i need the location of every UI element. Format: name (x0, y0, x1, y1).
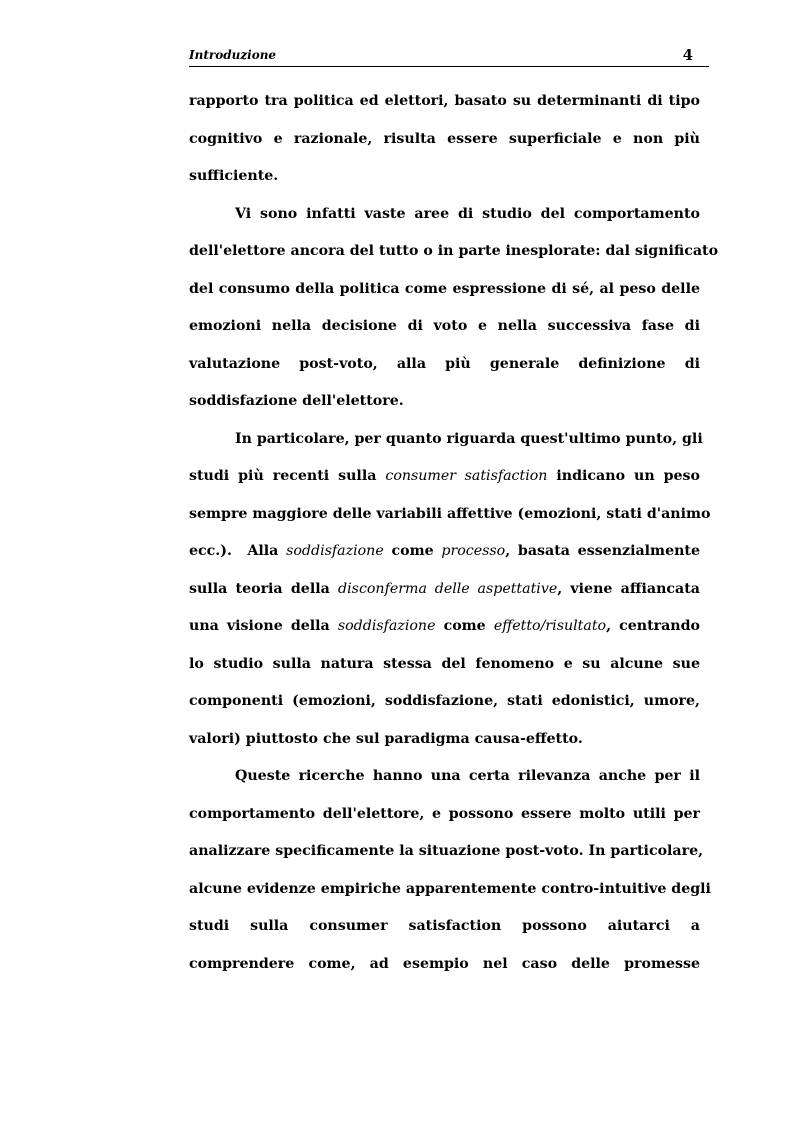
text-line: sulla teoria della disconferma delle aspettative, viene affiancata (189, 580, 700, 597)
text-line: sempre maggiore delle variabili affettive (emozioni, stati d'animo (189, 505, 711, 522)
text-line: sufficiente. (189, 168, 279, 184)
text-line: valori) piuttosto che sul paradigma causa-effetto. (189, 730, 583, 747)
chapter-title: Introduzione (189, 48, 277, 62)
running-header (189, 46, 709, 67)
text-line: soddisfazione dell'elettore. (189, 393, 404, 409)
text-line: comportamento dell'elettore, e possono essere molto utili per (189, 805, 700, 822)
text-line: studi più recenti sulla consumer satisfaction indicano un peso (189, 468, 700, 484)
text-line: alcune evidenze empiriche apparentemente contro-intuitive degli (189, 880, 711, 897)
text-line: ecc.). Alla soddisfazione come processo, basata essenzialmente (189, 543, 700, 559)
text-line: lo studio sulla natura stessa del fenomeno e su alcune sue (189, 655, 700, 672)
text-line: dell'elettore ancora del tutto o in parte inesplorate: dal significato (189, 243, 719, 259)
text-line: componenti (emozioni, soddisfazione, stati edonistici, umore, (189, 693, 700, 709)
text-line: valutazione post-voto, alla più generale definizione di (189, 355, 700, 372)
text-line: cognitivo e razionale, risulta essere superficiale e non più (189, 130, 700, 147)
body-text (189, 83, 719, 983)
text-line: In particolare, per quanto riguarda quest'ultimo punto, gli (235, 430, 703, 447)
text-line: comprendere come, ad esempio nel caso delle promesse (189, 955, 700, 972)
text-line: analizzare specificamente la situazione post-voto. In particolare, (189, 843, 704, 859)
text-line: Vi sono infatti vaste aree di studio del comportamento (235, 205, 700, 222)
text-line: del consumo della politica come espressione di sé, al peso delle (189, 280, 700, 297)
page-number: 4 (682, 46, 693, 64)
text-line: studi sulla consumer satisfaction possono aiutarci a (189, 918, 700, 934)
text-line: una visione della soddisfazione come effetto/risultato, centrando (189, 618, 700, 634)
text-line: rapporto tra politica ed elettori, basato su determinanti di tipo (189, 93, 700, 109)
text-line: emozioni nella decisione di voto e nella successiva fase di (189, 318, 700, 334)
text-line: Queste ricerche hanno una certa rilevanza anche per il (235, 768, 700, 784)
